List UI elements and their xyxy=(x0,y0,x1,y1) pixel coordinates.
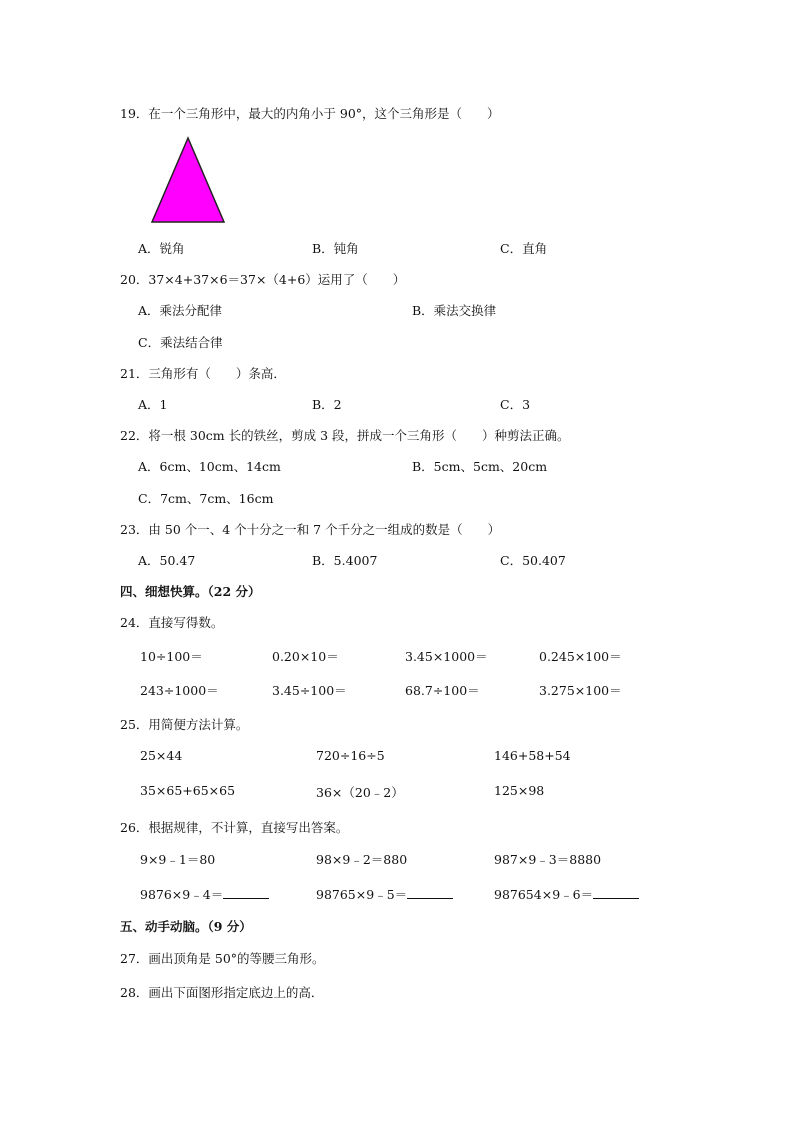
q19-question: 19．在一个三角形中，最大的内角小于 90°，这个三角形是（ ） xyxy=(120,106,500,121)
section4-title: 四、细想快算。（22 分） xyxy=(120,584,261,599)
q26-r2-c3 xyxy=(494,885,639,903)
q24-r1-c2: 0.20×10＝ xyxy=(272,649,339,664)
q26-r1-c1: 9×9﹣1＝80 xyxy=(140,852,216,867)
q19-option-c: C．直角 xyxy=(500,241,548,256)
q23-option-b: B．5.4007 xyxy=(312,553,378,568)
q25-r1-c3: 146+58+54 xyxy=(494,748,571,763)
q21-question: 21．三角形有（ ）条高． xyxy=(120,366,286,381)
q19-option-a: A．锐角 xyxy=(138,241,185,256)
q24-r2-c2: 3.45÷100＝ xyxy=(272,683,347,698)
q27-question: 27．画出顶角是 50°的等腰三角形。 xyxy=(120,951,325,966)
q20-question: 20．37×4+37×6＝37×（4+6）运用了（ ） xyxy=(120,272,406,287)
q20-option-b: B．乘法交换律 xyxy=(412,303,497,318)
section5-title: 五、动手动脑。（9 分） xyxy=(120,919,252,934)
q22-question: 22．将一根 30cm 长的铁丝，剪成 3 段，拼成一个三角形（ ）种剪法正确。 xyxy=(120,428,570,443)
q24-r1-c4: 0.245×100＝ xyxy=(539,649,622,664)
q19-option-b: B．钝角 xyxy=(312,241,359,256)
q26-r1-c2: 98×9﹣2＝880 xyxy=(316,852,408,867)
q24-r2-c1: 243÷1000＝ xyxy=(140,683,219,698)
q26-question: 26．根据规律，不计算，直接写出答案。 xyxy=(120,820,349,835)
q23-option-a: A．50.47 xyxy=(138,553,196,568)
q21-option-a: A．1 xyxy=(138,397,168,412)
q24-question: 24．直接写得数。 xyxy=(120,615,224,630)
q25-r2-c1: 35×65+65×65 xyxy=(140,783,236,798)
q25-r2-c2: 36×（20﹣2） xyxy=(316,785,404,800)
q22-option-c: C．7cm、7cm、16cm xyxy=(138,491,274,506)
answer-blank[interactable] xyxy=(223,886,269,899)
q26-r2-c2-text: 98765×9﹣5＝ xyxy=(316,887,408,902)
q25-r1-c2: 720÷16÷5 xyxy=(316,748,385,763)
q23-option-c: C．50.407 xyxy=(500,553,566,568)
q26-r2-c3-text: 987654×9﹣6＝ xyxy=(494,887,594,902)
q25-question: 25．用简便方法计算。 xyxy=(120,717,249,732)
q22-option-a: A．6cm、10cm、14cm xyxy=(138,459,281,474)
q20-option-a: A．乘法分配律 xyxy=(138,303,223,318)
q26-r2-c2 xyxy=(316,885,453,903)
q26-r2-c1-text: 9876×9﹣4＝ xyxy=(140,887,224,902)
q24-r1-c1: 10÷100＝ xyxy=(140,649,203,664)
q24-r2-c4: 3.275×100＝ xyxy=(539,683,622,698)
answer-blank[interactable] xyxy=(593,886,639,899)
answer-blank[interactable] xyxy=(407,886,453,899)
q23-question: 23．由 50 个一、4 个十分之一和 7 个千分之一组成的数是（ ） xyxy=(120,522,501,537)
q26-r2-c1 xyxy=(140,885,269,903)
q20-option-c: C．乘法结合律 xyxy=(138,335,223,350)
q24-r1-c3: 3.45×1000＝ xyxy=(405,649,488,664)
q24-r2-c3: 68.7÷100＝ xyxy=(405,683,480,698)
q26-r1-c3: 987×9﹣3＝8880 xyxy=(494,852,602,867)
q25-r1-c1: 25×44 xyxy=(140,748,183,763)
q22-option-b: B．5cm、5cm、20cm xyxy=(412,459,548,474)
q28-question: 28．画出下面图形指定底边上的高． xyxy=(120,985,324,1000)
q21-option-c: C．3 xyxy=(500,397,531,412)
q21-option-b: B．2 xyxy=(312,397,342,412)
q25-r2-c3: 125×98 xyxy=(494,783,545,798)
acute-triangle-figure xyxy=(150,136,226,224)
